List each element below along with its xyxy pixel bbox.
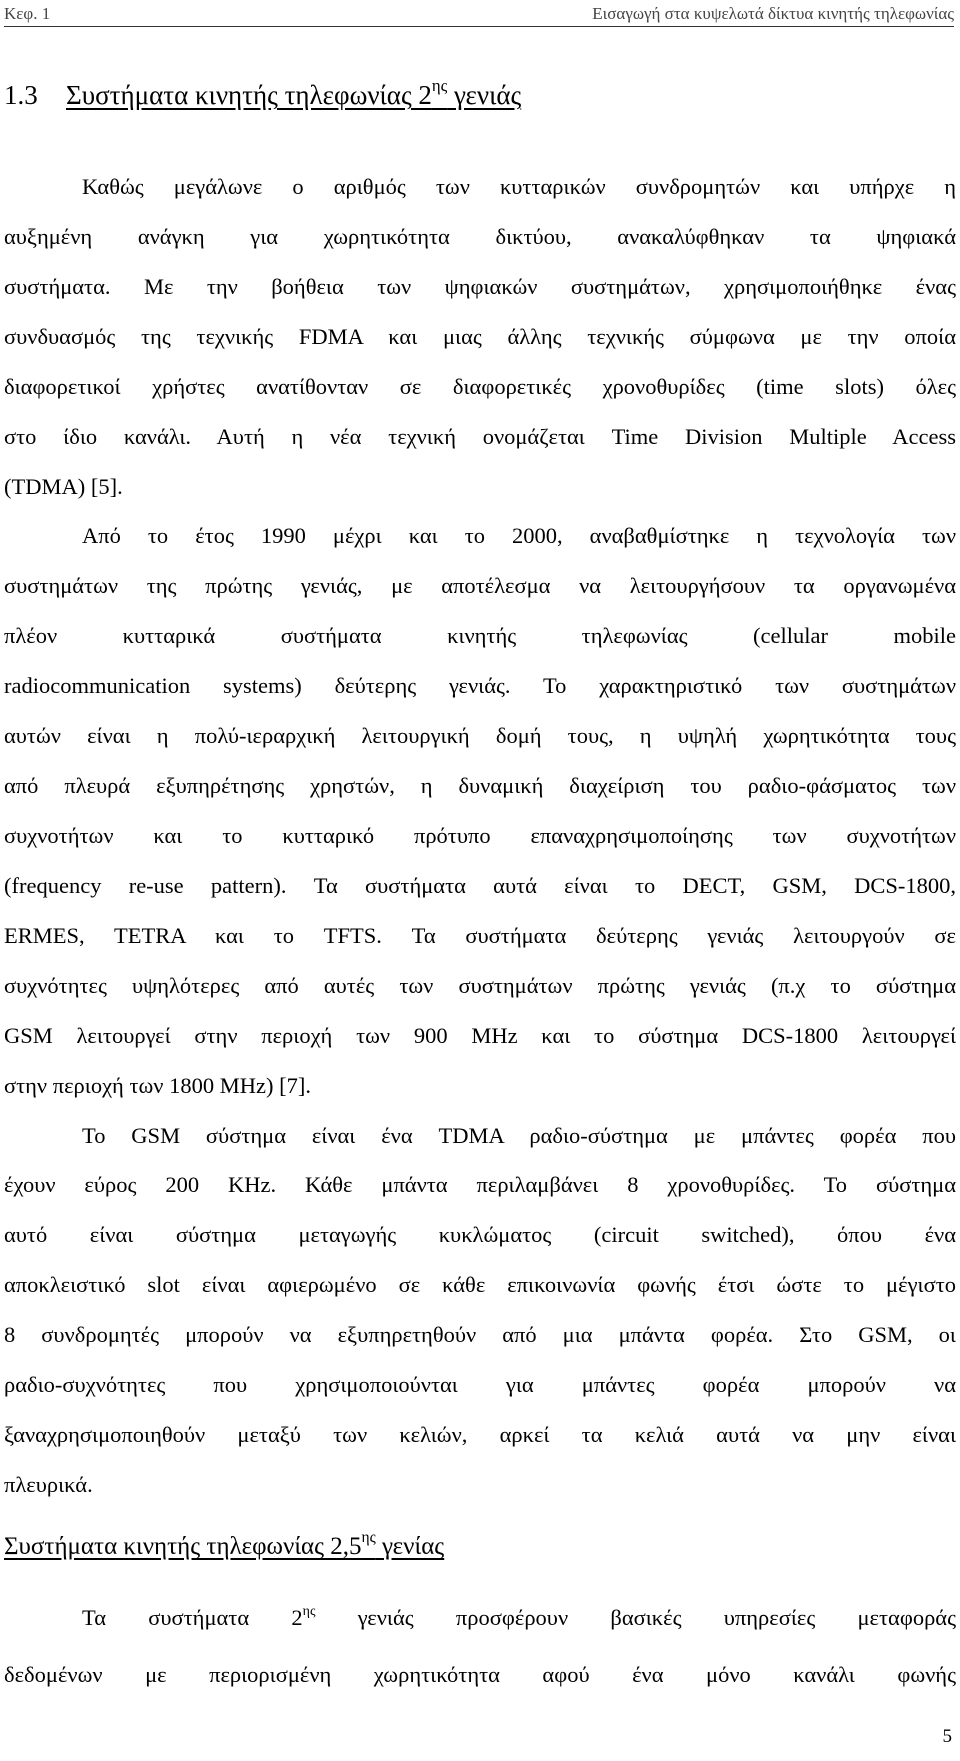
- text-line: στην περιοχή των 1800 MHz) [7].: [4, 1073, 311, 1098]
- text-line: Από το έτος 1990 μέχρι και το 2000, αναβαθμίστηκε η τεχνολογία των: [82, 523, 956, 548]
- text-line: Τα συστήματα $2^{\eta\varsigma}$ γενιάς προσφέρουν βασικές υπηρεσίες μεταφοράς: [82, 1603, 956, 1630]
- text-line: διαφορετικοί χρήστες ανατίθονταν σε διαφορετικές χρονοθυρίδες (time slots) όλες: [4, 374, 956, 399]
- text-line: συστημάτων της πρώτης γενιάς, με αποτέλεσμα να λειτουργήσουν τα οργανωμένα: [4, 573, 956, 598]
- text-line: δεδομένων με περιορισμένη χωρητικότητα αφού ένα μόνο κανάλι φωνής: [4, 1662, 956, 1687]
- subsection-heading: [4, 1529, 445, 1561]
- text-line: συχνότητες υψηλότερες από αυτές των συστημάτων πρώτης γενιάς (π.χ το σύστημα: [4, 973, 956, 998]
- text-line: στο ίδιο κανάλι. Αυτή η νέα τεχνική ονομάζεται Time Division Multiple Access: [4, 424, 956, 449]
- text-line: αυτό είναι σύστημα μεταγωγής κυκλώματος (circuit switched), όπου ένα: [4, 1222, 956, 1247]
- text-line: αποκλειστικό slot είναι αφιερωμένο σε κάθε επικοινωνία φωνής έτσι ώστε το μέγιστο: [4, 1272, 956, 1297]
- text-line: Το GSM σύστημα είναι ένα TDMA ραδιο-σύστημα με μπάντες φορέα που: [82, 1123, 956, 1148]
- text-line: αυτών είναι η πολύ-ιεραρχική λειτουργική δομή τους, η υψηλή χωρητικότητα τους: [4, 723, 956, 748]
- text-line: ERMES, TETRA και το TFTS. Τα συστήματα δεύτερης γενιάς λειτουργούν σε: [4, 923, 956, 948]
- text-line: (frequency re-use pattern). Τα συστήματα αυτά είναι το DECT, GSM, DCS-1800,: [4, 873, 956, 898]
- text-line: (TDMA) [5].: [4, 474, 123, 499]
- text-line: radiocommunication systems) δεύτερης γενιάς. Το χαρακτηριστικό των συστημάτων: [4, 673, 956, 698]
- section-heading: [4, 76, 522, 111]
- section-title: Συστήματα κινητής τηλεφωνίας $2^{\eta\varsigma}$ γενιάς: [66, 76, 522, 110]
- text-line: έχουν εύρος 200 KHz. Κάθε μπάντα περιλαμβάνει 8 χρονοθυρίδες. Το σύστημα: [4, 1172, 956, 1197]
- page-number: 5: [942, 1726, 952, 1747]
- text-line: πλευρικά.: [4, 1472, 93, 1497]
- text-line: συστήματα. Με την βοήθεια των ψηφιακών συστημάτων, χρησιμοποιήθηκε ένας: [4, 274, 956, 299]
- subsection-title: Συστήματα κινητής τηλεφωνίας $2,5^{\eta\varsigma}$ γενίας: [4, 1529, 445, 1560]
- text-line: από πλευρά εξυπηρέτησης χρηστών, η δυναμική διαχείριση του ραδιο-φάσματος των: [4, 773, 956, 798]
- text-line: πλέον κυτταρικά συστήματα κινητής τηλεφωνίας (cellular mobile: [4, 623, 956, 648]
- text-line: συχνοτήτων και το κυτταρικό πρότυπο επαναχρησιμοποίησης των συχνοτήτων: [4, 823, 956, 848]
- chapter-title: Εισαγωγή στα κυψελωτά δίκτυα κινητής τηλεφωνίας: [592, 4, 954, 23]
- section-number: 1.3: [4, 80, 38, 110]
- text-line: αυξημένη ανάγκη για χωρητικότητα δικτύου, ανακαλύφθηκαν τα ψηφιακά: [4, 224, 956, 249]
- text-line: συνδυασμός της τεχνικής FDMA και μιας άλλης τεχνικής σύμφωνα με την οποία: [4, 324, 956, 349]
- text-line: GSM λειτουργεί στην περιοχή των 900 MHz και το σύστημα DCS-1800 λειτουργεί: [4, 1023, 956, 1048]
- text-line: ραδιο-συχνότητες που χρησιμοποιούνται για μπάντες φορέα μπορούν να: [4, 1372, 956, 1397]
- text-line: Καθώς μεγάλωνε ο αριθμός των κυτταρικών συνδρομητών και υπήρχε η: [82, 174, 956, 199]
- text-line: ξαναχρησιμοποιηθούν μεταξύ των κελιών, αρκεί τα κελιά αυτά να μην είναι: [4, 1422, 956, 1447]
- header-rule: [4, 26, 954, 27]
- text-line: 8 συνδρομητές μπορούν να εξυπηρετηθούν από μια μπάντα φορέα. Στο GSM, οι: [4, 1322, 956, 1347]
- chapter-label: Κεφ. 1: [4, 4, 51, 23]
- running-header: [4, 4, 954, 24]
